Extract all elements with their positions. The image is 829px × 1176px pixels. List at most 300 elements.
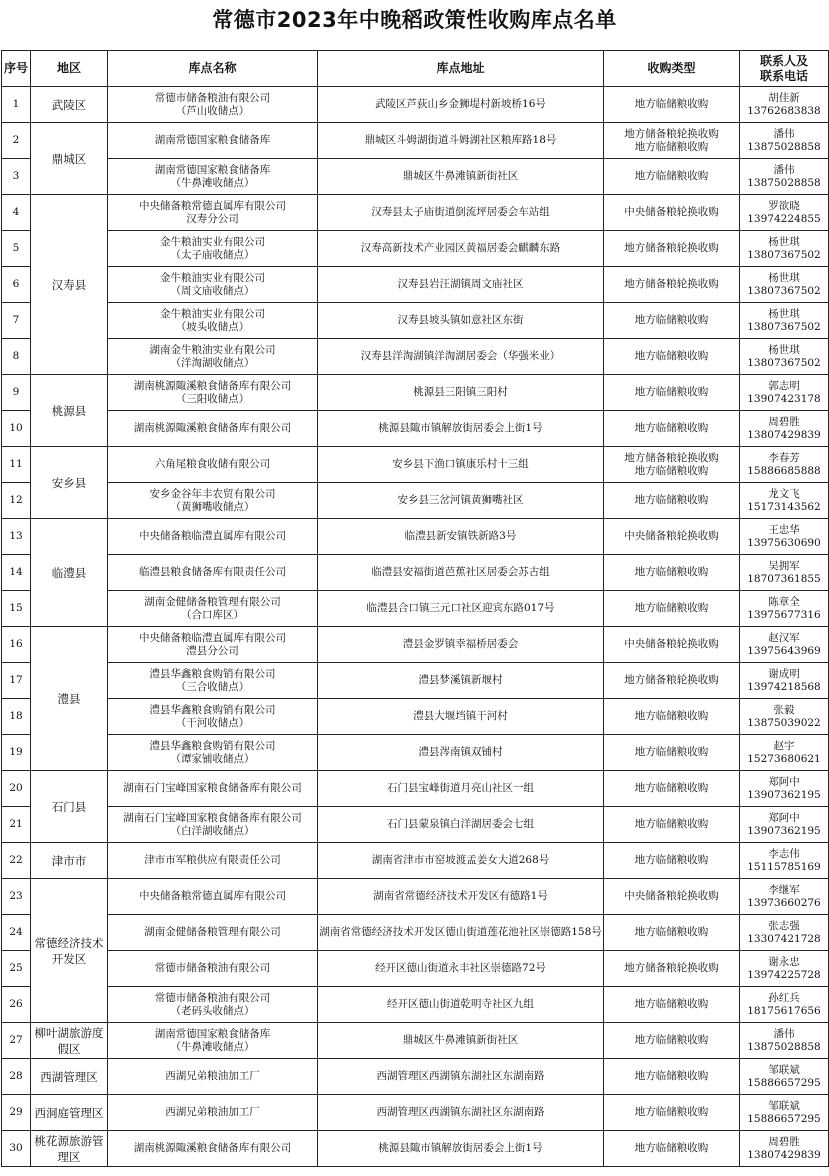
table-row	[2, 447, 829, 483]
address-text: 澧县金罗镇幸福桥居委会	[402, 638, 519, 650]
seq-cell: 6	[2, 267, 31, 303]
address-text: 西湖管理区西湖镇东湖社区东湖南路	[376, 1070, 545, 1082]
depot-name-cell	[108, 627, 318, 663]
depot-name-cell	[108, 411, 318, 447]
contact-cell	[740, 807, 829, 843]
contact-name: 谢成明	[768, 667, 800, 680]
depot-name-line2: （洋淘湖收储点）	[170, 356, 255, 369]
table-row	[2, 663, 829, 699]
contact-cell	[740, 195, 829, 231]
contact-cell	[740, 375, 829, 411]
address-cell	[318, 1059, 604, 1095]
table-row	[2, 879, 829, 915]
contact-name: 杨世琪	[768, 271, 800, 284]
purchase-type-line1: 地方临储粮收购	[634, 314, 709, 326]
district-cell: 柳叶湖旅游度假区	[31, 1023, 108, 1059]
address-cell	[318, 1023, 604, 1059]
depot-name-line1: 湖南常德国家粮食储备库	[154, 163, 271, 176]
depot-name-cell	[108, 519, 318, 555]
table-row	[2, 807, 829, 843]
purchase-type-line1: 地方临储粮收购	[634, 710, 709, 722]
depot-name-cell	[108, 591, 318, 627]
purchase-type-line1: 地方临储粮收购	[634, 818, 709, 830]
depot-name-cell	[108, 663, 318, 699]
depot-name-line2: （白洋湖收储点）	[170, 824, 255, 837]
table-row	[2, 483, 829, 519]
seq-cell: 30	[2, 1131, 31, 1167]
contact-phone: 15886685888	[747, 464, 821, 477]
purchase-type-cell	[604, 123, 740, 159]
depot-name-line1: 常德市储备粮油有限公司	[154, 91, 271, 104]
contact-cell	[740, 231, 829, 267]
depot-name-line1: 西湖兄弟粮油加工厂	[165, 1106, 260, 1118]
purchase-type-line1: 中央储备粮轮换收购	[624, 890, 719, 902]
contact-name: 孙红兵	[768, 991, 800, 1004]
contact-phone: 15173143562	[747, 500, 821, 513]
seq-cell: 22	[2, 843, 31, 879]
purchase-type-cell	[604, 627, 740, 663]
depot-name-line2: （牛鼻滩收储点）	[170, 1040, 255, 1053]
purchase-type-line1: 地方临储粮收购	[634, 926, 709, 938]
table-row	[2, 339, 829, 375]
depot-name-cell	[108, 735, 318, 771]
purchase-type-cell	[604, 375, 740, 411]
depot-name-cell	[108, 1059, 318, 1095]
address-cell	[318, 1131, 604, 1167]
address-text: 临澧县安福街道芭蕉社区居委会苏古组	[371, 566, 550, 578]
contact-phone: 13762683838	[747, 104, 821, 117]
depot-name-line2: （谭家铺收储点）	[170, 752, 255, 765]
table-row	[2, 195, 829, 231]
table-row	[2, 735, 829, 771]
depot-name-line2: （芦山收储点）	[175, 104, 250, 117]
header-contact	[740, 51, 829, 87]
depot-name-line2: （黄狮嘴收储点）	[170, 500, 255, 513]
purchase-type-cell	[604, 807, 740, 843]
contact-name: 潘伟	[773, 1027, 795, 1040]
contact-phone: 13907423178	[747, 392, 821, 405]
purchase-type-cell	[604, 483, 740, 519]
address-text: 澧县大堰垱镇干河村	[413, 710, 508, 722]
district-cell: 常德经济技术开发区	[31, 879, 108, 1023]
address-cell	[318, 915, 604, 951]
district-cell: 石门县	[31, 771, 108, 843]
contact-name: 邹联斌	[768, 1063, 800, 1076]
table-row	[2, 699, 829, 735]
contact-cell	[740, 519, 829, 555]
depot-name-cell	[108, 447, 318, 483]
purchase-type-line1: 地方临储粮收购	[634, 1142, 709, 1154]
contact-name: 杨世琪	[768, 343, 800, 356]
contact-name: 谢永忠	[768, 955, 800, 968]
depot-name-line1: 湖南常德国家粮食储备库	[154, 134, 271, 146]
address-cell	[318, 663, 604, 699]
depot-name-line1: 中央储备粮临澧直属库有限公司	[139, 631, 286, 644]
contact-name: 吴拥军	[768, 559, 800, 572]
purchase-type-line1: 地方临储粮收购	[634, 1034, 709, 1046]
table-row	[2, 303, 829, 339]
contact-cell	[740, 663, 829, 699]
table-row	[2, 987, 829, 1023]
depot-name-line2: （三阳收储点）	[175, 392, 250, 405]
purchase-type-line1: 地方临储粮收购	[634, 782, 709, 794]
depot-name-cell	[108, 375, 318, 411]
address-cell	[318, 231, 604, 267]
depot-name-line1: 中央储备粮临澧直属库有限公司	[139, 530, 286, 542]
contact-phone: 13807429839	[747, 1148, 821, 1161]
purchase-type-cell	[604, 735, 740, 771]
purchase-type-cell	[604, 1095, 740, 1131]
address-text: 澧县梦溪镇新堰村	[418, 674, 503, 686]
district-cell: 安乡县	[31, 447, 108, 519]
depot-name-line1: 常德市储备粮油有限公司	[154, 962, 271, 974]
contact-name: 郭志明	[768, 379, 800, 392]
contact-phone: 15273680621	[747, 752, 821, 765]
seq-cell: 15	[2, 591, 31, 627]
depot-name-cell	[108, 87, 318, 123]
address-cell	[318, 483, 604, 519]
contact-name: 杨世琪	[768, 235, 800, 248]
seq-cell: 16	[2, 627, 31, 663]
contact-phone: 13907362195	[747, 788, 821, 801]
depot-name-line1: 湖南金健储备粮管理有限公司	[144, 926, 281, 938]
purchase-type-line1: 地方储备粮轮换收购	[624, 451, 719, 464]
contact-name: 陈章全	[768, 595, 800, 608]
district-cell: 桃源县	[31, 375, 108, 447]
address-cell	[318, 807, 604, 843]
purchase-type-line2: 地方临储粮收购	[634, 464, 709, 477]
depot-name-cell	[108, 339, 318, 375]
header-district: 地区	[31, 51, 108, 87]
depot-name-line1: 中央储备粮常德直属库有限公司	[139, 890, 286, 902]
contact-phone: 13875039022	[747, 716, 821, 729]
contact-phone: 13907362195	[747, 824, 821, 837]
contact-name: 赵宇	[773, 739, 795, 752]
page-title: 常德市2023年中晚稻政策性收购库点名单	[212, 8, 617, 32]
purchase-type-line1: 中央储备粮轮换收购	[624, 638, 719, 650]
seq-cell: 19	[2, 735, 31, 771]
depot-name-cell	[108, 555, 318, 591]
purchase-type-line1: 地方临储粮收购	[634, 998, 709, 1010]
purchase-type-cell	[604, 411, 740, 447]
address-text: 经开区德山街道永丰社区崇德路72号	[375, 962, 546, 974]
table-row	[2, 1095, 829, 1131]
depot-name-cell	[108, 915, 318, 951]
purchase-type-line1: 地方临储粮收购	[634, 1070, 709, 1082]
table-row	[2, 1023, 829, 1059]
depot-name-line1: 湖南桃源陬溪粮食储备库有限公司	[133, 379, 292, 392]
purchase-type-cell	[604, 879, 740, 915]
contact-cell	[740, 267, 829, 303]
contact-phone: 13975677316	[747, 608, 821, 621]
depot-name-line1: 常德市储备粮油有限公司	[154, 991, 271, 1004]
purchase-type-line1: 地方储备粮轮换收购	[624, 127, 719, 140]
depot-name-cell	[108, 807, 318, 843]
depot-name-line1: 澧县华鑫粮食购销有限公司	[149, 739, 276, 752]
depot-name-line1: 西湖兄弟粮油加工厂	[165, 1070, 260, 1082]
table-row	[2, 1059, 829, 1095]
seq-cell: 24	[2, 915, 31, 951]
purchase-type-cell	[604, 915, 740, 951]
depot-table	[1, 50, 829, 1167]
table-row	[2, 771, 829, 807]
seq-cell: 9	[2, 375, 31, 411]
address-text: 汉寿县洋淘湖镇洋淘湖居委会（华强米业）	[360, 350, 561, 362]
address-text: 武陵区芦荻山乡金狮堤村新坡桥16号	[375, 98, 546, 110]
contact-name: 郑阿中	[768, 775, 800, 788]
address-text: 安乡县下渔口镇康乐村十三组	[392, 458, 529, 470]
header-purchase-type: 收购类型	[604, 51, 740, 87]
district-cell: 武陵区	[31, 87, 108, 123]
depot-name-cell	[108, 951, 318, 987]
table-row	[2, 375, 829, 411]
contact-phone: 13875028858	[747, 140, 821, 153]
depot-name-line2: （老码头收储点）	[170, 1004, 255, 1017]
contact-phone: 13975643969	[747, 644, 821, 657]
purchase-type-line1: 中央储备粮轮换收购	[624, 206, 719, 218]
purchase-type-cell	[604, 195, 740, 231]
purchase-type-line1: 地方储备粮轮换收购	[624, 242, 719, 254]
depot-name-line2: （干河收储点）	[175, 716, 250, 729]
header-contact-line1: 联系人及	[759, 53, 808, 68]
district-cell: 西湖管理区	[31, 1059, 108, 1095]
seq-cell: 29	[2, 1095, 31, 1131]
seq-cell: 28	[2, 1059, 31, 1095]
contact-cell	[740, 879, 829, 915]
contact-phone: 13974218568	[747, 680, 821, 693]
purchase-type-cell	[604, 663, 740, 699]
seq-cell: 21	[2, 807, 31, 843]
seq-cell: 20	[2, 771, 31, 807]
purchase-type-line1: 地方临储粮收购	[634, 566, 709, 578]
purchase-type-cell	[604, 555, 740, 591]
purchase-type-line1: 地方临储粮收购	[634, 350, 709, 362]
purchase-type-cell	[604, 519, 740, 555]
depot-name-line2: （周文庙收储点）	[170, 284, 255, 297]
contact-name: 李志伟	[768, 847, 800, 860]
table-row	[2, 915, 829, 951]
contact-name: 胡佳新	[768, 91, 800, 104]
address-text: 澧县涔南镇双铺村	[418, 746, 503, 758]
purchase-type-cell	[604, 1059, 740, 1095]
contact-phone: 15886657295	[747, 1112, 821, 1125]
header-address: 库点地址	[318, 51, 604, 87]
seq-cell: 10	[2, 411, 31, 447]
address-cell	[318, 699, 604, 735]
address-cell	[318, 951, 604, 987]
address-text: 桃源县陬市镇解放街居委会上街1号	[378, 422, 543, 434]
table-row	[2, 555, 829, 591]
contact-phone: 13974224855	[747, 212, 821, 225]
address-cell	[318, 879, 604, 915]
purchase-type-cell	[604, 951, 740, 987]
purchase-type-line1: 地方临储粮收购	[634, 494, 709, 506]
depot-name-line1: 湖南桃源陬溪粮食储备库有限公司	[133, 1142, 292, 1154]
depot-name-line1: 湖南金健储备粮管理有限公司	[144, 595, 281, 608]
depot-name-cell	[108, 483, 318, 519]
address-text: 湖南省常德经济技术开发区德山街道莲花池社区崇德路158号	[319, 926, 602, 938]
purchase-type-line1: 中央储备粮轮换收购	[624, 530, 719, 542]
contact-phone: 13974225728	[747, 968, 821, 981]
contact-phone: 15115785169	[747, 860, 821, 873]
depot-name-line2: 澧县分公司	[186, 644, 239, 657]
contact-name: 杨世琪	[768, 307, 800, 320]
contact-name: 李继军	[768, 883, 800, 896]
contact-cell	[740, 735, 829, 771]
address-cell	[318, 339, 604, 375]
purchase-type-cell	[604, 267, 740, 303]
purchase-type-cell	[604, 591, 740, 627]
purchase-type-cell	[604, 339, 740, 375]
purchase-type-line1: 地方临储粮收购	[634, 98, 709, 110]
purchase-type-cell	[604, 1023, 740, 1059]
purchase-type-line1: 地方临储粮收购	[634, 1106, 709, 1118]
depot-name-cell	[108, 1095, 318, 1131]
contact-name: 周碧胜	[768, 1135, 800, 1148]
purchase-type-line1: 地方临储粮收购	[634, 170, 709, 182]
contact-phone: 13307421728	[747, 932, 821, 945]
depot-name-line1: 金牛粮油实业有限公司	[160, 271, 265, 284]
seq-cell: 25	[2, 951, 31, 987]
address-cell	[318, 123, 604, 159]
table-row	[2, 267, 829, 303]
depot-name-line1: 澧县华鑫粮食购销有限公司	[149, 667, 276, 680]
seq-cell: 4	[2, 195, 31, 231]
table-row	[2, 159, 829, 195]
depot-name-cell	[108, 843, 318, 879]
district-cell: 西洞庭管理区	[31, 1095, 108, 1131]
header-seq: 序号	[2, 51, 31, 87]
contact-name: 赵汉军	[768, 631, 800, 644]
address-text: 石门县宝峰街道月亮山社区一组	[387, 782, 534, 794]
contact-cell	[740, 591, 829, 627]
district-cell: 汉寿县	[31, 195, 108, 375]
address-cell	[318, 159, 604, 195]
purchase-type-cell	[604, 1131, 740, 1167]
contact-cell	[740, 555, 829, 591]
address-text: 临澧县合口镇三元口社区迎宾东路017号	[366, 602, 555, 614]
contact-phone: 13807367502	[747, 320, 821, 333]
seq-cell: 13	[2, 519, 31, 555]
district-cell: 临澧县	[31, 519, 108, 627]
depot-name-cell	[108, 195, 318, 231]
address-cell	[318, 87, 604, 123]
district-cell: 澧县	[31, 627, 108, 771]
depot-name-line1: 湖南石门宝峰国家粮食储备库有限公司	[123, 811, 302, 824]
depot-name-line1: 澧县华鑫粮食购销有限公司	[149, 703, 276, 716]
seq-cell: 7	[2, 303, 31, 339]
purchase-type-line1: 地方临储粮收购	[634, 602, 709, 614]
seq-cell: 12	[2, 483, 31, 519]
address-cell	[318, 771, 604, 807]
purchase-type-cell	[604, 771, 740, 807]
contact-cell	[740, 1059, 829, 1095]
contact-phone: 15886657295	[747, 1076, 821, 1089]
contact-cell	[740, 951, 829, 987]
address-text: 鼎城区斗姆湖街道斗姆湖社区粮库路18号	[364, 134, 557, 146]
seq-cell: 5	[2, 231, 31, 267]
address-cell	[318, 519, 604, 555]
contact-cell	[740, 483, 829, 519]
depot-name-line2: 汉寿分公司	[186, 212, 239, 225]
depot-name-line1: 津市市军粮供应有限责任公司	[144, 854, 281, 866]
address-cell	[318, 987, 604, 1023]
depot-name-cell	[108, 267, 318, 303]
depot-name-cell	[108, 879, 318, 915]
district-cell: 桃花源旅游管理区	[31, 1131, 108, 1167]
address-text: 汉寿县岩汪湖镇周文庙社区	[397, 278, 524, 290]
contact-cell	[740, 915, 829, 951]
address-text: 鼎城区牛鼻滩镇新街社区	[402, 1034, 519, 1046]
address-text: 桃源县三阳镇三阳村	[413, 386, 508, 398]
contact-cell	[740, 987, 829, 1023]
contact-name: 张毅	[773, 703, 795, 716]
contact-phone: 13807367502	[747, 284, 821, 297]
address-text: 西湖管理区西湖镇东湖社区东湖南路	[376, 1106, 545, 1118]
table-row	[2, 591, 829, 627]
table-body	[2, 87, 829, 1167]
contact-phone: 13975630690	[747, 536, 821, 549]
contact-cell	[740, 87, 829, 123]
header-depot-name: 库点名称	[108, 51, 318, 87]
seq-cell: 2	[2, 123, 31, 159]
header-contact-line2: 联系电话	[759, 68, 808, 83]
table-row	[2, 411, 829, 447]
purchase-type-line1: 地方储备粮轮换收购	[624, 674, 719, 686]
depot-name-cell	[108, 699, 318, 735]
address-cell	[318, 303, 604, 339]
purchase-type-cell	[604, 231, 740, 267]
district-cell: 津市市	[31, 843, 108, 879]
depot-name-line1: 湖南金牛粮油实业有限公司	[149, 343, 276, 356]
contact-cell	[740, 303, 829, 339]
table-row	[2, 627, 829, 663]
depot-name-line1: 金牛粮油实业有限公司	[160, 307, 265, 320]
address-cell	[318, 195, 604, 231]
contact-cell	[740, 1023, 829, 1059]
address-text: 湖南省津市市窑坡渡孟姜女大道268号	[371, 854, 550, 866]
seq-cell: 11	[2, 447, 31, 483]
contact-name: 邹联斌	[768, 1099, 800, 1112]
address-text: 桃源县陬市镇解放街居委会上街1号	[378, 1142, 543, 1154]
header-row	[2, 51, 829, 87]
depot-name-cell	[108, 123, 318, 159]
table-row	[2, 87, 829, 123]
seq-cell: 23	[2, 879, 31, 915]
depot-name-line1: 安乡金谷年丰农贸有限公司	[149, 487, 276, 500]
contact-cell	[740, 1131, 829, 1167]
depot-name-cell	[108, 303, 318, 339]
purchase-type-line1: 地方储备粮轮换收购	[624, 962, 719, 974]
contact-cell	[740, 627, 829, 663]
contact-name: 龙文飞	[768, 487, 800, 500]
contact-phone: 18707361855	[747, 572, 821, 585]
contact-name: 李春芳	[768, 451, 800, 464]
address-cell	[318, 555, 604, 591]
purchase-type-cell	[604, 843, 740, 879]
seq-cell: 3	[2, 159, 31, 195]
contact-phone: 13875028858	[747, 176, 821, 189]
contact-phone: 13807429839	[747, 428, 821, 441]
contact-name: 潘伟	[773, 127, 795, 140]
depot-name-line1: 湖南常德国家粮食储备库	[154, 1027, 271, 1040]
seq-cell: 26	[2, 987, 31, 1023]
address-text: 临澧县新安镇铁新路3号	[404, 530, 517, 542]
address-cell	[318, 1095, 604, 1131]
address-text: 汉寿县太子庙街道倒流坪居委会车站组	[371, 206, 550, 218]
address-text: 安乡县三岔河镇黄狮嘴社区	[397, 494, 524, 506]
purchase-type-line1: 地方临储粮收购	[634, 422, 709, 434]
